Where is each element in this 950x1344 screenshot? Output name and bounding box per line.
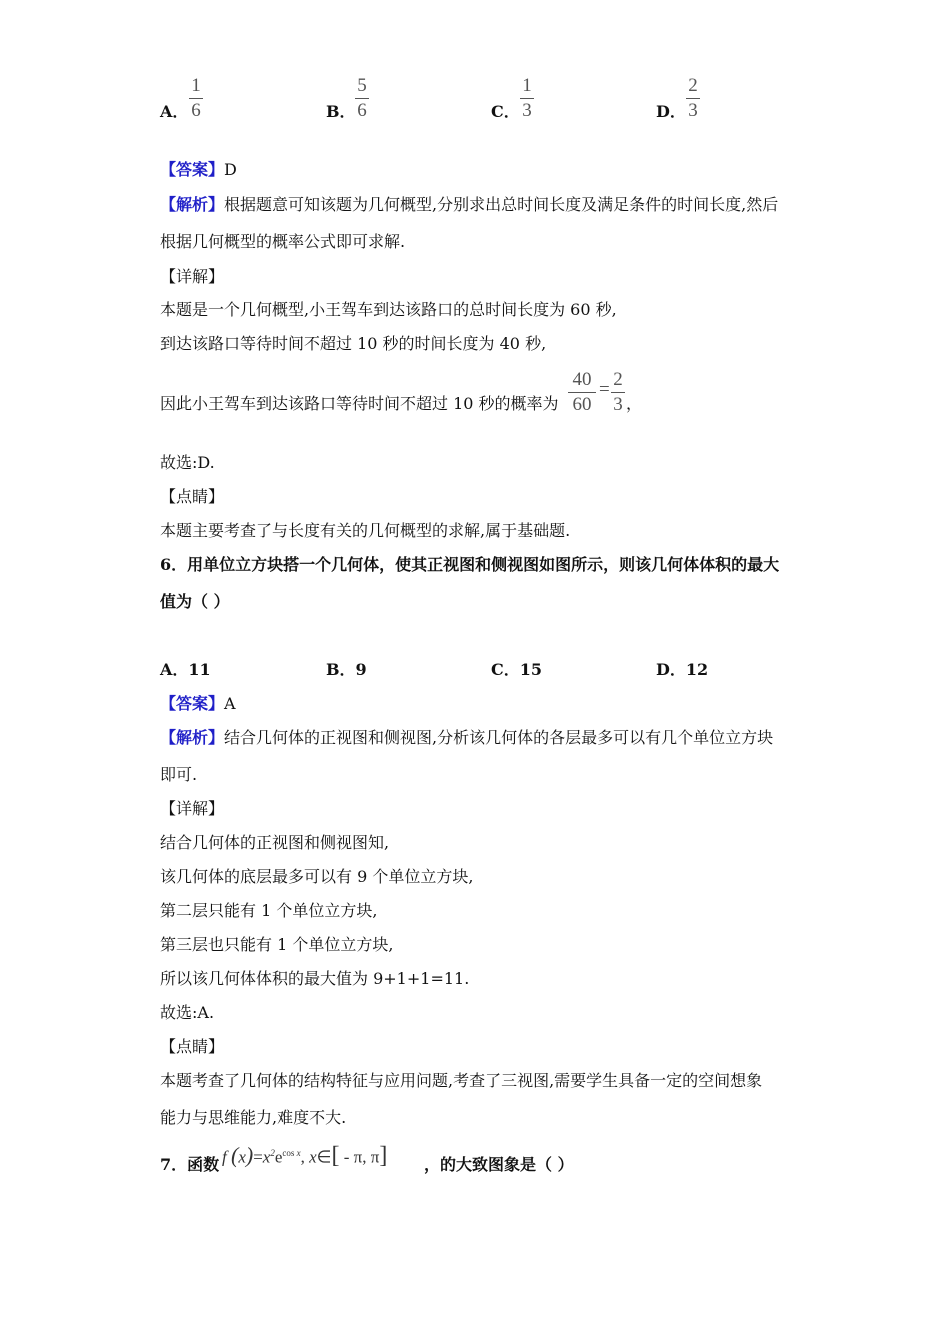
q6-stem-line2: 值为（ ） — [160, 592, 230, 611]
q6-detail-line1: 结合几何体的正视图和侧视图知, — [160, 833, 390, 852]
q5-choose: 故选:D. — [160, 453, 215, 472]
q6-choose: 故选:A. — [160, 1003, 215, 1022]
q5-detail-line3: 因此小王驾车到达该路口等待时间不超过 10 秒的概率为 — [160, 394, 559, 413]
q6-comment-line1: 本题考查了几何体的结构特征与应用问题,考查了三视图,需要学生具备一定的空间想象 — [160, 1071, 763, 1090]
q6-comment-line2: 能力与思维能力,难度不大. — [160, 1108, 347, 1127]
q6-option-c: C．15 — [491, 660, 543, 679]
option-a-fraction: 1 6 — [189, 76, 203, 121]
q6-analysis-line2: 即可. — [160, 765, 198, 784]
option-d-fraction: 2 3 — [686, 76, 700, 121]
q5-analysis-line1: 【解析】根据题意可知该题为几何概型,分别求出总时间长度及满足条件的时间长度,然后 — [160, 195, 779, 214]
q6-detail-line3: 第二层只能有 1 个单位立方块, — [160, 901, 378, 920]
q5-analysis-line2: 根据几何概型的概率公式即可求解. — [160, 232, 406, 251]
q6-answer: 【答案】A — [160, 694, 236, 713]
q6-detail-tag: 【详解】 — [160, 799, 225, 818]
option-b-fraction: 5 6 — [355, 76, 369, 121]
q6-option-d: D．12 — [656, 660, 709, 679]
q6-stem-line1: 6．用单位立方块搭一个几何体，使其正视图和侧视图如图所示，则该几何体体积的最大 — [160, 555, 780, 574]
q5-detail-tag: 【详解】 — [160, 267, 225, 286]
q5-comment: 本题主要考查了与长度有关的几何概型的求解,属于基础题. — [160, 521, 571, 540]
result-fraction: 2 3 — [611, 370, 625, 415]
option-c-fraction: 1 3 — [520, 76, 534, 121]
q5-detail-line2: 到达该路口等待时间不超过 10 秒的时间长度为 40 秒, — [160, 334, 547, 353]
option-a: A． — [160, 102, 189, 121]
q6-detail-line5: 所以该几何体体积的最大值为 9+1+1=11. — [160, 969, 470, 988]
q6-option-a: A．11 — [160, 660, 211, 679]
option-c: C． — [491, 102, 520, 121]
q7-prefix: 7．函数 — [160, 1155, 220, 1174]
option-d: D． — [656, 102, 686, 121]
probability-fraction: 40 60 — [568, 370, 596, 415]
q5-detail-line1: 本题是一个几何概型,小王驾车到达该路口的总时间长度为 60 秒, — [160, 300, 617, 319]
q7-suffix: ，的大致图象是（ ） — [424, 1155, 574, 1174]
option-b: B． — [326, 102, 356, 121]
q7-formula: f $(x)=x^2e^{cos x}$, x∈[ - π, π] — [222, 1142, 388, 1169]
q6-analysis-line1: 【解析】结合几何体的正视图和侧视图,分析该几何体的各层最多可以有几个单位立方块 — [160, 728, 774, 747]
comma: ， — [626, 394, 643, 413]
q5-comment-tag: 【点睛】 — [160, 487, 225, 506]
q5-answer: 【答案】D — [160, 160, 237, 179]
q6-detail-line2: 该几何体的底层最多可以有 9 个单位立方块, — [160, 867, 474, 886]
q6-option-b: B．9 — [326, 660, 367, 679]
q6-detail-line4: 第三层也只能有 1 个单位立方块, — [160, 935, 394, 954]
equals-sign: = — [599, 379, 610, 400]
q6-comment-tag: 【点睛】 — [160, 1037, 225, 1056]
